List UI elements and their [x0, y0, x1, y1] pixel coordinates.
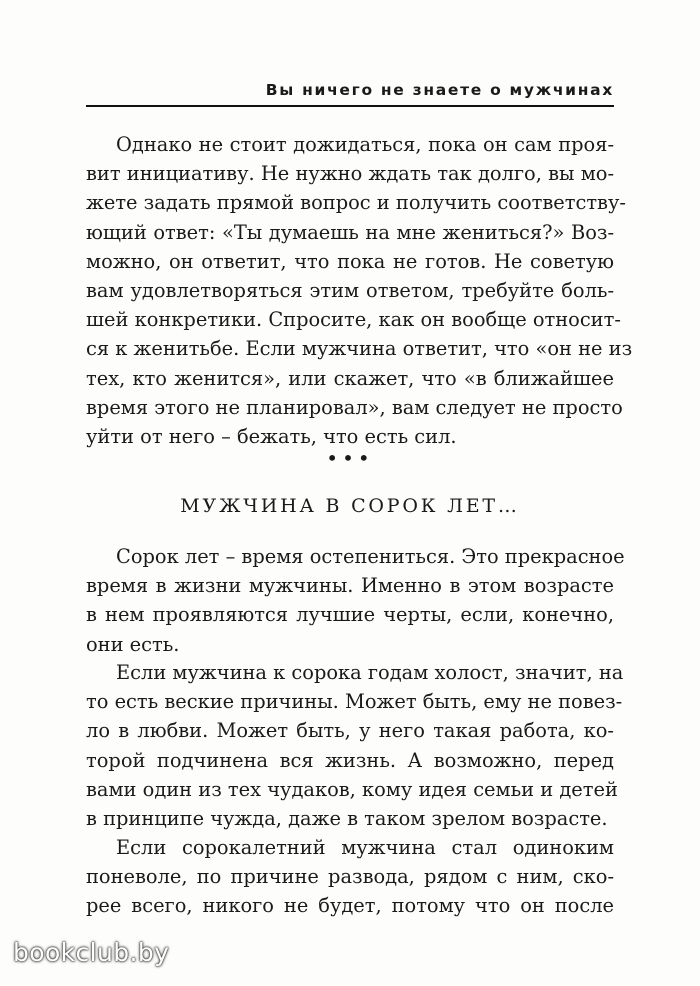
text-line: торой подчинена вся жизнь. А возможно, перед — [86, 748, 614, 772]
text-line: Если сорокалетний мужчина стал одиноким — [116, 836, 614, 859]
text-line: Если мужчина к сорока годам холост, значит, на — [116, 661, 624, 684]
text-line: жете задать прямой вопрос и получить соответству- — [86, 191, 626, 215]
text-line: Однако не стоит дожидаться, пока он сам проя- — [116, 133, 614, 156]
text-line: тех, кто женится», или скажет, что «в ближайшее — [86, 366, 614, 390]
paragraph-3 — [86, 658, 624, 833]
text-line: Сорок лет – время остепениться. Это прекрасное — [116, 545, 625, 568]
paragraph-1 — [86, 130, 633, 451]
section-separator: ••• — [326, 446, 374, 470]
text-line: время этого не планировал», вам следует не просто — [86, 395, 623, 419]
text-line: в нем проявляются лучшие черты, если, конечно, — [86, 603, 614, 627]
text-line: вами один из тех чудаков, кому идея семьи и детей — [86, 777, 618, 801]
text-line: в принципе чужда, даже в таком зрелом возрасте. — [86, 806, 608, 830]
text-line: вам удовлетворяться этим ответом, требуйте боль- — [86, 278, 614, 302]
text-line: ло в любви. Может быть, у него такая работа, ко- — [86, 719, 614, 743]
running-head — [86, 79, 614, 107]
text-line: ющий ответ: «Ты думаешь на мне жениться?» Воз- — [86, 220, 614, 244]
running-head-title: Вы ничего не знаете о мужчинах — [265, 81, 614, 99]
text-line: поневоле, по причине развода, рядом с ним, ско- — [86, 865, 614, 889]
text-line: шей конкретики. Спросите, как он вообще относит- — [86, 308, 621, 332]
paragraph-4 — [86, 833, 614, 921]
text-line: можно, он ответит, что пока не готов. Не советую — [86, 249, 614, 273]
text-line: ся к женитьбе. Если мужчина ответит, что «он не из — [86, 337, 633, 361]
paragraph-2 — [86, 542, 625, 659]
text-line: то есть веские причины. Может быть, ему не повез- — [86, 690, 623, 714]
watermark: bookclub.by — [13, 938, 170, 967]
section-title: МУЖЧИНА В СОРОК ЛЕТ… — [180, 495, 520, 517]
text-line: уйти от него – бежать, что есть сил. — [86, 424, 457, 448]
text-line: время в жизни мужчины. Именно в этом возрасте — [86, 574, 614, 598]
text-line: они есть. — [86, 632, 180, 656]
text-line: рее всего, никого не будет, потому что он после — [86, 894, 614, 918]
text-line: вит инициативу. Не нужно ждать так долго, вы мо- — [86, 162, 614, 186]
